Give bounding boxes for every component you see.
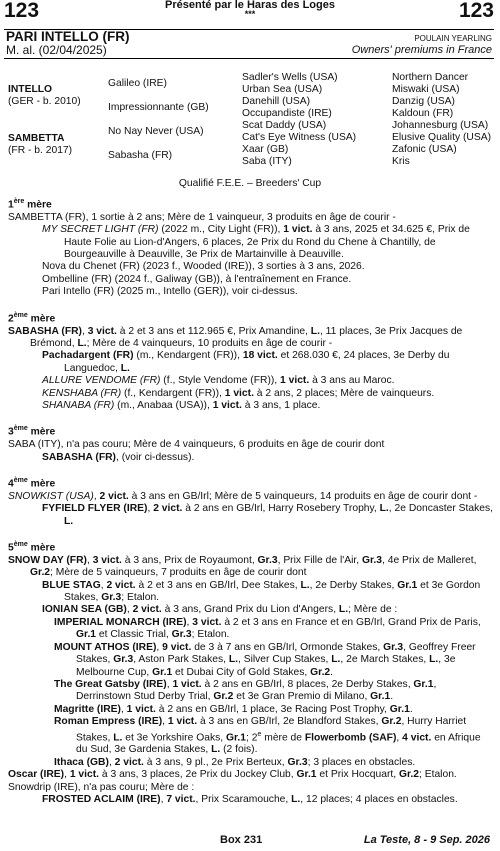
mere1-dam: SAMBETTA (FR), 1 sortie à 2 ans; Mère de 1 vainqueur, 3 produits en âge de courir -: [8, 211, 396, 223]
footer-place-date: La Teste, 8 - 9 Sep. 2026: [363, 834, 490, 846]
mere5-ionian: IONIAN SEA (GB), 2 vict. à 3 ans, Grand Prix du Lion d'Angers, L.; Mère de :: [42, 604, 398, 616]
mere5-magritte: Magritte (IRE), 1 vict. à 2 ans en GB/Irl, 1 place, 3e Racing Post Trophy, Gr.1.: [54, 703, 413, 715]
mere1-produce-1: MY SECRET LIGHT (FR) (2022 m., City Light (FR)), 1 vict. à 3 ans, 2025 et 34.625 €, Prix de Haute Folie au Lion-d'Angers, 6 places, 2e Prix du Rond du Chene à Chantilly, de Bourgeauville à Deauville, 3e Prix de Martainville à Deauville.: [42, 224, 470, 261]
gen2-2: Impressionnante (GB): [108, 102, 209, 113]
gen4-5: Johannesburg (USA): [392, 120, 489, 131]
gen4-7: Zafonic (USA): [392, 144, 457, 155]
mere5-title: 5ème mère: [8, 541, 56, 554]
sire-name: INTELLO: [8, 84, 53, 95]
dam-name: SAMBETTA: [8, 133, 65, 144]
gen3-5: Scat Daddy (USA): [242, 120, 327, 131]
gen4-2: Miswaki (USA): [392, 84, 460, 95]
mere5-ithaca: Ithaca (GB), 2 vict. à 3 ans, 9 pl., 2e Prix Berteux, Gr.3; 3 places en obstacles.: [54, 756, 416, 768]
mere2-produce-3: KENSHABA (FR) (f., Kendargent (FR)), 1 vict. à 2 ans, 2 places; Mère de vainqueurs.: [42, 387, 435, 399]
mere3-dam: SABA (ITY), n'a pas couru; Mère de 4 vainqueurs, 6 produits en âge de courir dont: [8, 439, 385, 451]
gen4-8: Kris: [392, 156, 410, 167]
stars: ***: [244, 9, 256, 19]
mere1-produce-2: Nova du Chenet (FR) (2023 f., Wooded (IRE)), 3 sorties à 3 ans, 2026.: [42, 261, 365, 273]
lot-number-right: 123: [458, 0, 494, 22]
mere2-produce-4: SHANABA (FR) (m., Anabaa (USA)), 1 vict. à 3 ans, 1 place.: [42, 399, 321, 411]
gen3-3: Danehill (USA): [242, 96, 311, 107]
mere5-athos: MOUNT ATHOS (IRE), 9 vict. de 3 à 7 ans en GB/Irl, Ormonde Stakes, Gr.3, Geoffrey Freer Stakes, Gr.3, Aston Park Stakes, L., Silver Cup Stakes, L., 2e March Stakes, L., 3e Melbourne Cup, Gr.1 et Dubai City of Gold Stakes, Gr.2.: [54, 641, 476, 678]
mere2-dam: SABASHA (FR), 3 vict. à 2 et 3 ans et 112.965 €, Prix Amandine, L., 11 places, 3e Prix Jacques de Brémond, L.; Mère de 4 vainqueurs, 10 produits en âge de courir -: [8, 325, 463, 349]
gen3-2: Urban Sea (USA): [242, 84, 323, 95]
gen4-1: Northern Dancer: [392, 72, 469, 83]
mere5-bluestag: BLUE STAG, 2 vict. à 2 et 3 ans en GB/Irl, Dee Stakes, L., 2e Derby Stakes, Gr.1 et 3e Gordon Stakes, Gr.3; Etalon.: [42, 579, 481, 604]
mere5-gatsby: The Great Gatsby (IRE), 1 vict. à 2 ans en GB/Irl, 8 places, 2e Derby Stakes, Gr.1, Derrinstown Stud Derby Trial, Gr.2 et 3e Gran Premio di Milano, Gr.1.: [54, 678, 437, 703]
mere2-produce-1: Pachadargent (FR) (m., Kendargent (FR)), 18 vict. et 268.030 €, 24 places, 3e Derby du Languedoc, L.: [42, 350, 450, 374]
mere5-snowdrip: Snowdrip (IRE), n'a pas couru; Mère de :: [8, 781, 195, 793]
horse-sex-age: M. al. (02/04/2025): [6, 43, 107, 57]
horse-category: POULAIN YEARLING: [414, 34, 492, 43]
gen2-4: Sabasha (FR): [108, 150, 173, 161]
dam-info: (FR - b. 2017): [8, 145, 73, 156]
mere5-frosted: FROSTED ACLAIM (IRE), 7 vict., Prix Scaramouche, L., 12 places; 4 places en obstacles.: [42, 794, 458, 805]
gen2-3: No Nay Never (USA): [108, 126, 204, 137]
mere2-produce-2: ALLURE VENDOME (FR) (f., Style Vendome (FR)), 1 vict. à 3 ans au Maroc.: [42, 375, 395, 387]
presenter: Présenté par le Haras des Loges: [165, 0, 335, 11]
footer-box: Box 231: [220, 834, 263, 846]
mere5-oscar: Oscar (IRE), 1 vict. à 3 ans, 3 places, 2e Prix du Jockey Club, Gr.1 et Prix Hocquart, Gr.2; Etalon.: [8, 769, 457, 781]
horse-name: PARI INTELLO (FR): [6, 29, 130, 44]
mere5-snowday: SNOW DAY (FR), 3 vict. à 3 ans, Prix de Royaumont, Gr.3, Prix Fille de l'Air, Gr.3, 4e Prix de Malleret, Gr.2; Mère de 5 vainqueurs, 7 produits en âge de courir dont: [8, 554, 477, 579]
gen3-6: Cat's Eye Witness (USA): [242, 132, 357, 143]
gen3-7: Xaar (GB): [242, 144, 289, 155]
gen4-6: Elusive Quality (USA): [392, 132, 491, 143]
mere4-produce-1: FYFIELD FLYER (IRE), 2 vict. à 2 ans en GB/Irl, Harry Rosebery Trophy, L., 2e Doncaster Stakes, L.: [42, 503, 493, 527]
mere5-imperial: IMPERIAL MONARCH (IRE), 3 vict. à 2 et 3 ans en France et en GB/Irl, Grand Prix de Paris, Gr.1 et Classic Trial, Gr.3; Etalon.: [54, 616, 481, 641]
mere1-produce-3: Ombelline (FR) (2024 f., Galiway (GB)), à l'entraînement en France.: [42, 273, 352, 285]
gen3-1: Sadler's Wells (USA): [242, 72, 338, 83]
mere3-produce-1: SABASHA (FR), (voir ci-dessus).: [42, 451, 195, 463]
sire-info: (GER - b. 2010): [8, 96, 81, 107]
mere4-title: 4ème mère: [8, 476, 56, 490]
mere1-produce-4: Pari Intello (FR) (2025 m., Intello (GER)), voir ci-dessus.: [42, 286, 298, 298]
gen2-1: Galileo (IRE): [108, 78, 167, 89]
pedigree-body: [8, 196, 494, 806]
mere3-title: 3ème mère: [8, 425, 56, 438]
mere4-dam: SNOWKIST (USA), 2 vict. à 3 ans en GB/Irl; Mère de 5 vainqueurs, 14 produits en âge de courir dont -: [8, 490, 478, 502]
mere1-title: 1ère mère: [8, 198, 52, 211]
gen4-4: Kaldoun (FR): [392, 108, 454, 119]
qualification-line: Qualifié F.E.E. – Breeders' Cup: [178, 178, 322, 189]
gen3-8: Saba (ITY): [242, 156, 292, 167]
gen3-4: Occupandiste (IRE): [242, 108, 332, 119]
lot-number-left: 123: [4, 0, 40, 22]
mere2-title: 2ème mère: [8, 311, 56, 325]
gen4-3: Danzig (USA): [392, 96, 455, 107]
mere5-empress: Roman Empress (IRE), 1 vict. à 3 ans en GB/Irl, 2e Blandford Stakes, Gr.2, Hurry Harriet Stakes, L. et 3e Yorkshire Oaks, Gr.1; 2e mère de Flowerbomb (SAF), 4 vict. en Afrique du Sud, 3e Gardenia Stakes, L. (2 fois).: [54, 716, 481, 756]
owners-premiums: Owners' premiums in France: [351, 44, 492, 56]
divider-pedigree: [4, 58, 494, 59]
